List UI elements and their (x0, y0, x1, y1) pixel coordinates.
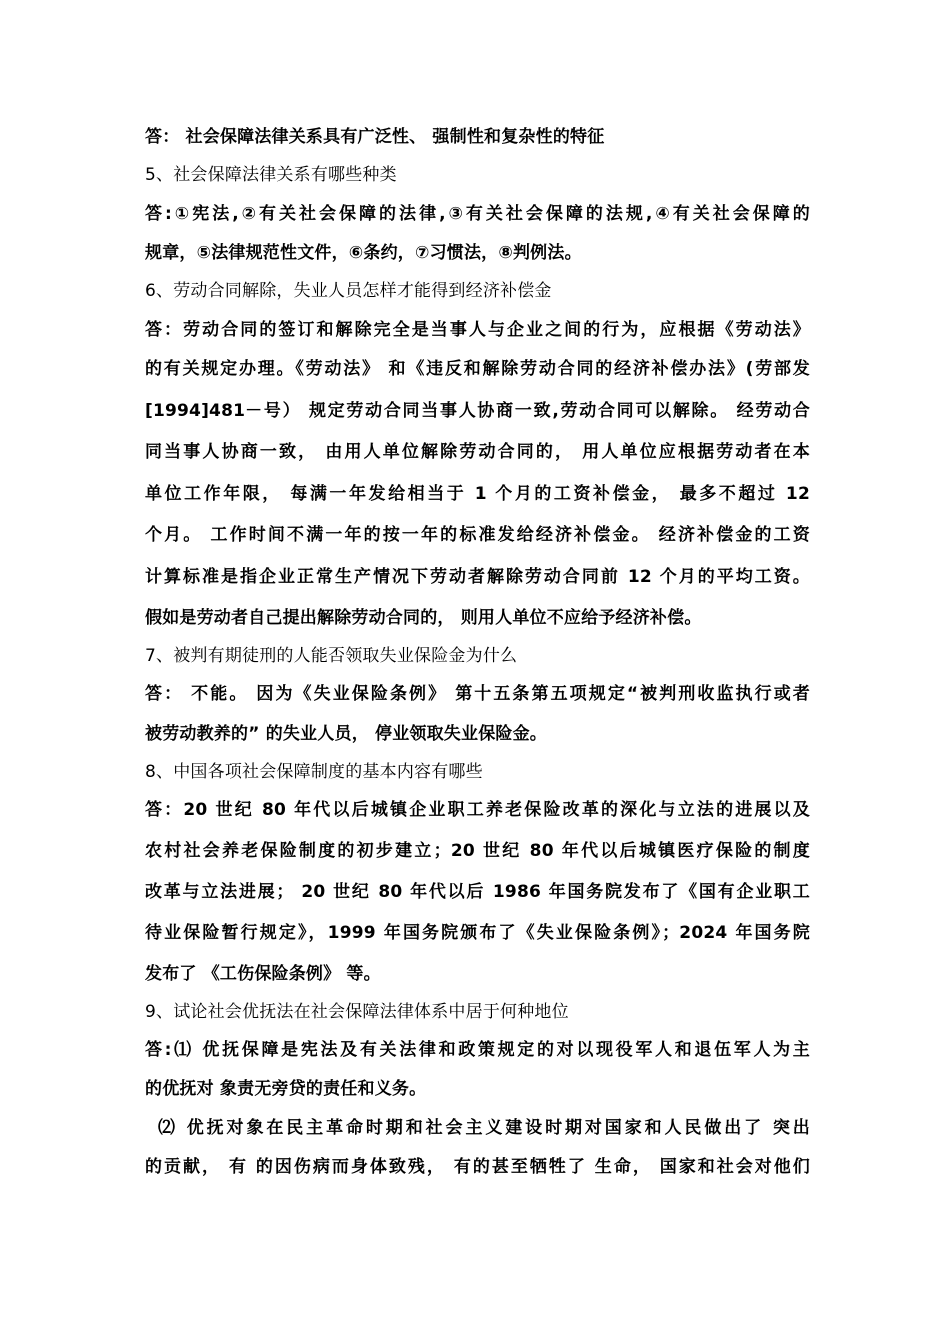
answer-line: 待业保险暂行规定》，1999 年国务院颁布了《失业保险条例》；2024 年国务院 (145, 923, 810, 943)
answer-line: ⑵ 优抚对象在民主革命时期和社会主义建设时期对国家和人民做出了 突出 (158, 1118, 810, 1138)
answer-line: [1994]481－号） 规定劳动合同当事人协商一致,劳动合同可以解除。 经劳动合 (145, 401, 810, 421)
answer-line: 假如是劳动者自己提出解除劳动合同的， 则用人单位不应给予经济补偿。 (145, 608, 702, 628)
answer-line: 被劳动教养的” 的失业人员， 停业领取失业保险金。 (145, 724, 548, 744)
answer-line: 答： 不能。 因为《失业保险条例》 第十五条第五项规定“被判刑收监执行或者 (145, 684, 810, 704)
answer-line: 单位工作年限， 每满一年发给相当于 1 个月的工资补偿金， 最多不超过 12 (145, 484, 810, 504)
question-line: 6、劳动合同解除，失业人员怎样才能得到经济补偿金 (145, 281, 552, 301)
question-line: 7、被判有期徒刑的人能否领取失业保险金为什么 (145, 646, 518, 666)
answer-line: 的贡献， 有 的因伤病而身体致残， 有的甚至牺牲了 生命， 国家和社会对他们 (145, 1157, 810, 1177)
answer-line: 个月。 工作时间不满一年的按一年的标准发给经济补偿金。 经济补偿金的工资 (145, 525, 810, 545)
answer-line: 的有关规定办理。《劳动法》 和《违反和解除劳动合同的经济补偿办法》(劳部发 (145, 359, 810, 379)
question-line: 8、中国各项社会保障制度的基本内容有哪些 (145, 762, 483, 782)
answer-line: 农村社会养老保险制度的初步建立；20 世纪 80 年代以后城镇医疗保险的制度 (145, 841, 810, 861)
answer-line: 计算标准是指企业正常生产情况下劳动者解除劳动合同前 12 个月的平均工资。 (145, 567, 810, 587)
answer-line: 改革与立法进展； 20 世纪 80 年代以后 1986 年国务院发布了《国有企业职工 (145, 882, 810, 902)
answer-line: 答：劳动合同的签订和解除完全是当事人与企业之间的行为，应根据《劳动法》 (145, 320, 810, 340)
answer-line: 答:①宪法,②有关社会保障的法律,③有关社会保障的法规,④有关社会保障的 (145, 204, 810, 224)
answer-line: 发布了 《工伤保险条例》 等。 (145, 964, 381, 984)
answer-line: 规章，⑤法律规范性文件，⑥条约，⑦习惯法，⑧判例法。 (145, 243, 582, 263)
answer-line: 同当事人协商一致， 由用人单位解除劳动合同的， 用人单位应根据劳动者在本 (145, 442, 810, 462)
question-line: 9、试论社会优抚法在社会保障法律体系中居于何种地位 (145, 1002, 569, 1022)
answer-line: 答:⑴ 优抚保障是宪法及有关法律和政策规定的对以现役军人和退伍军人为主 (145, 1040, 810, 1060)
answer-line: 答：20 世纪 80 年代以后城镇企业职工养老保险改革的深化与立法的进展以及 (145, 800, 810, 820)
question-line: 5、社会保障法律关系有哪些种类 (145, 165, 397, 185)
answer-line: 答： 社会保障法律关系具有广泛性、 强制性和复杂性的特征 (145, 127, 605, 147)
answer-line: 的优抚对 象责无旁贷的责任和义务。 (145, 1079, 427, 1099)
